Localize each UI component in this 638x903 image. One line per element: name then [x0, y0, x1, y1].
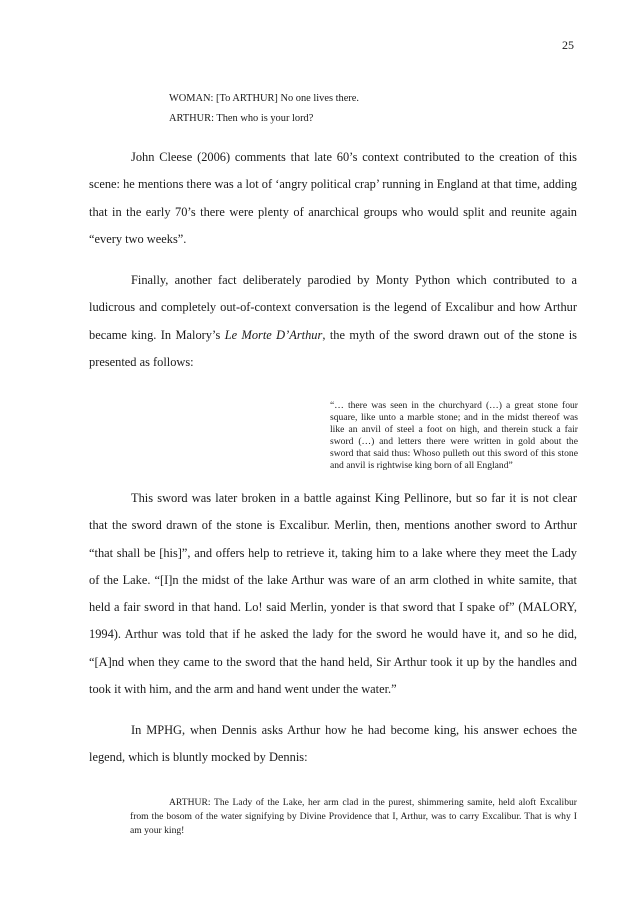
block-quote-malory: “… there was seen in the churchyard (…) a great stone four square, like unto a marble stone; and in the midst thereof was like an anvil of steel a foot on high, and therein stuck a fair sword (…) and letters there were written in gold about the sword that said thus: Whoso pulleth out this sword of this stone and anvil is rightwise king born of all England”: [330, 400, 578, 472]
paragraph-excalibur: [89, 267, 577, 376]
paragraph-mphg: In MPHG, when Dennis asks Arthur how he had become king, his answer echoes the legend, which is bluntly mocked by Dennis:: [89, 723, 577, 765]
dialogue-line-woman: WOMAN: [To ARTHUR] No one lives there.: [169, 93, 359, 104]
book-title: Le Morte D’Arthur: [224, 327, 323, 342]
block-quote-arthur: ARTHUR: The Lady of the Lake, her arm clad in the purest, shimmering samite, held aloft Excalibur from the bosom of the water signifying by Divine Providence that I, Arthur, was to carry Excalibur. That is why I am your king!: [130, 797, 577, 836]
page-number: 25: [562, 38, 574, 52]
paragraph-cleese: John Cleese (2006) comments that late 60’s context contributed to the creation of this scene: he mentions there was a lot of ‘angry political crap’ running in England at that time, adding that in the early 70’s there were plenty of anarchical groups who would split and reunite again “every two weeks”.: [89, 150, 577, 246]
dialogue-line-arthur: ARTHUR: Then who is your lord?: [169, 113, 314, 124]
paragraph-pellinore: This sword was later broken in a battle against King Pellinore, but so far it is not clear that the sword drawn of the stone is Excalibur. Merlin, then, mentions another sword to Arthur “that shall be [his]”, and offers help to retrieve it, taking him to a lake where they meet the Lady of the Lake. “[I]n the midst of the lake Arthur was ware of an arm clothed in white samite, that held a fair sword in that hand. Lo! said Merlin, yonder is that sword that I spake of” (MALORY, 1994). Arthur was told that if he asked the lady for the sword he would have it, and so he did, “[A]nd when they came to the sword that the hand held, Sir Arthur took it up by the handles and took it with him, and the arm and hand went under the water.”: [89, 491, 577, 697]
paragraph-excalibur-text-b: , the myth of the sword drawn out of the stone is presented as follows:: [89, 327, 577, 369]
paragraph-excalibur-text-a: Finally, another fact deliberately parodied by Monty Python which contributed to a ludicrous and completely out-of-context conversation is the legend of Excalibur and how Arthur became king. In Malory’s: [89, 273, 577, 342]
